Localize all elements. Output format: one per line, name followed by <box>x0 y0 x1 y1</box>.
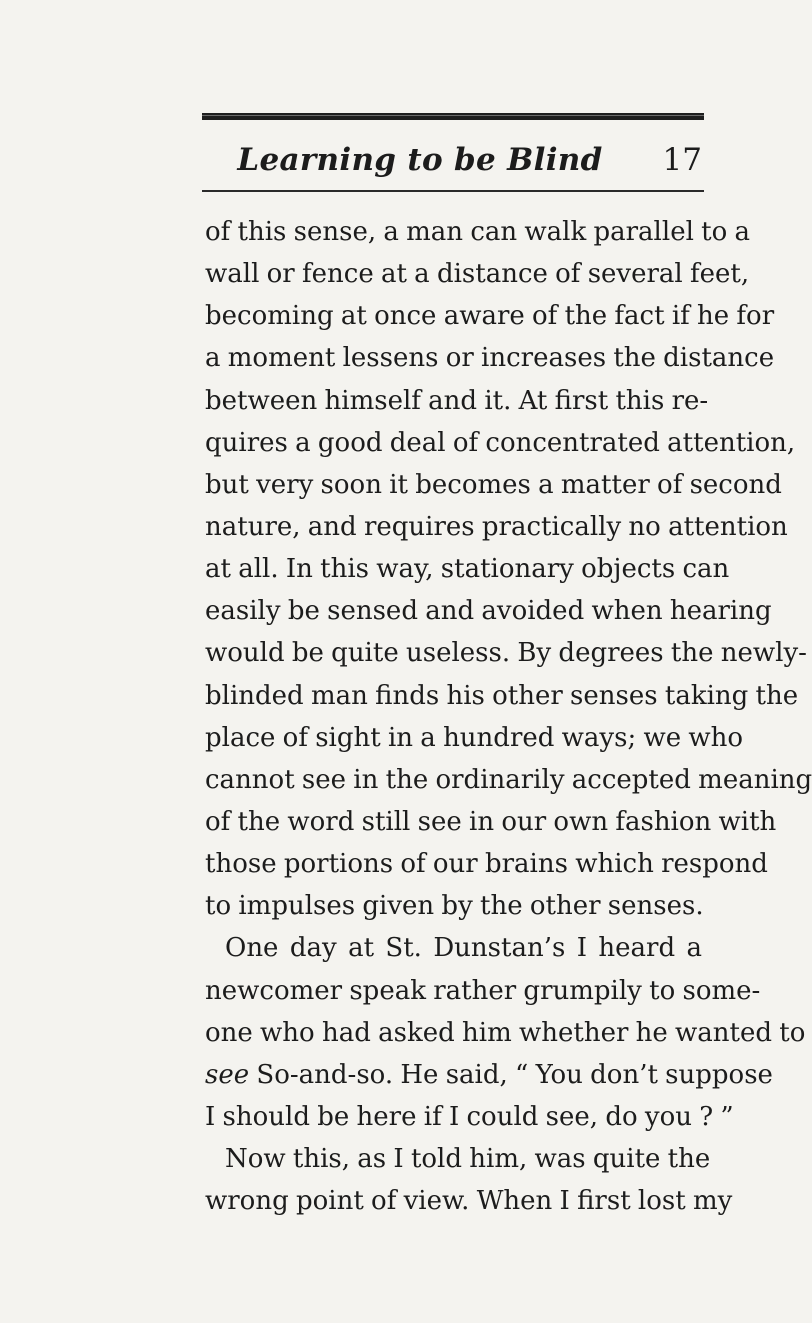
text-line: blinded man finds his other senses taking the <box>205 680 799 711</box>
text-line: I should be here if I could see, do you ? ” <box>205 1101 734 1132</box>
text-line: wrong point of view. When I first lost my <box>205 1186 733 1217</box>
text-line: quires a good deal of concentrated attention, <box>205 427 796 458</box>
text-line: newcomer speak rather grumpily to some- <box>205 975 761 1006</box>
text-line: easily be sensed and avoided when hearing <box>205 596 772 627</box>
text-line: of this sense, a man can walk parallel to a <box>205 217 751 247</box>
header-rule <box>202 190 704 192</box>
text-line: cannot see in the ordinarily accepted meaning <box>205 764 812 795</box>
text-line: Now this, as I told him, was quite the <box>225 1144 711 1175</box>
text-line: those portions of our brains which respond <box>205 849 768 880</box>
text-line: wall or fence at a distance of several feet, <box>205 259 750 290</box>
body-text <box>205 211 812 1222</box>
text-line: to impulses given by the other senses. <box>205 891 704 922</box>
running-title: Learning to be Blind <box>237 142 603 178</box>
text-line: at all. In this way, stationary objects can <box>205 554 730 585</box>
running-head <box>202 136 704 188</box>
page-number: 17 <box>662 142 702 178</box>
text-line: one who had asked him whether he wanted to <box>205 1017 806 1048</box>
text-line: would be quite useless. By degrees the newly- <box>205 638 807 669</box>
text-line: a moment lessens or increases the distance <box>205 343 775 374</box>
text-line: place of sight in a hundred ways; we who <box>205 722 744 753</box>
text-line: becoming at once aware of the fact if he for <box>205 301 775 332</box>
text-line-rest: So-and-so. He said, “ You don’t suppose <box>256 1059 773 1090</box>
text-line-with-italic <box>205 1054 773 1096</box>
text-line: nature, and requires practically no attention <box>205 511 788 542</box>
text-line: between himself and it. At first this re- <box>205 385 709 416</box>
italic-word: see <box>205 1059 250 1090</box>
text-line: One day at St. Dunstan’s I heard a <box>225 933 702 964</box>
text-line: of the word still see in our own fashion with <box>205 806 777 837</box>
text-line: but very soon it becomes a matter of second <box>205 469 782 500</box>
header-double-rule <box>202 113 704 120</box>
